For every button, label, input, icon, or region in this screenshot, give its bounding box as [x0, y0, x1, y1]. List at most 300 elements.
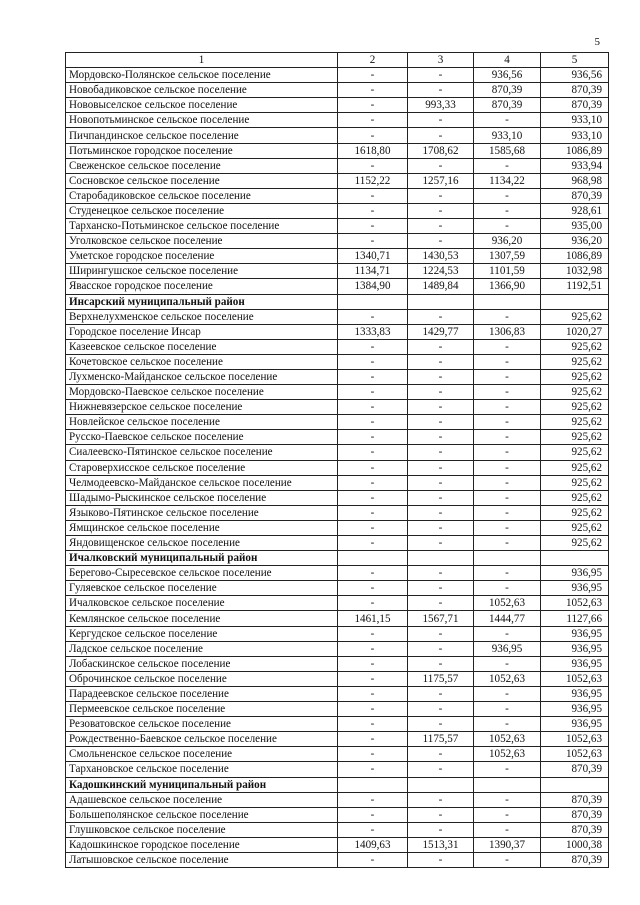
value-col3: - [408, 460, 474, 475]
settlement-name: Городское поселение Инсар [66, 324, 338, 339]
value-col4: - [474, 762, 541, 777]
table-row [66, 98, 609, 113]
settlement-name: Тарханско-Потьминское сельское поселение [66, 219, 338, 234]
value-col5: 870,39 [541, 188, 609, 203]
value-col3: - [408, 445, 474, 460]
settlement-name: Кочетовское сельское поселение [66, 354, 338, 369]
empty-cell [408, 551, 474, 566]
table-row [66, 611, 609, 626]
value-col4: 933,10 [474, 128, 541, 143]
value-col5: 1052,63 [541, 671, 609, 686]
value-col3: - [408, 309, 474, 324]
table-row [66, 747, 609, 762]
settlement-name: Адашевское сельское поселение [66, 792, 338, 807]
settlement-name: Тархановское сельское поселение [66, 762, 338, 777]
value-col4: - [474, 581, 541, 596]
value-col3: - [408, 369, 474, 384]
table-row [66, 385, 609, 400]
value-col3: 1708,62 [408, 143, 474, 158]
table-row [66, 173, 609, 188]
value-col3: 1257,16 [408, 173, 474, 188]
settlement-name: Уголковское сельское поселение [66, 234, 338, 249]
value-col3: - [408, 686, 474, 701]
value-col2: - [338, 762, 408, 777]
settlement-name: Ичалковское сельское поселение [66, 596, 338, 611]
empty-cell [541, 777, 609, 792]
empty-cell [474, 777, 541, 792]
value-col5: 1032,98 [541, 264, 609, 279]
settlement-name: Берегово-Сыресевское сельское поселение [66, 566, 338, 581]
value-col3: 993,33 [408, 98, 474, 113]
table-row [66, 536, 609, 551]
value-col4: - [474, 339, 541, 354]
value-col2: - [338, 128, 408, 143]
value-col2: - [338, 445, 408, 460]
value-col4: - [474, 203, 541, 218]
settlement-name: Старобадиковское сельское поселение [66, 188, 338, 203]
settlement-name: Парадеевское сельское поселение [66, 686, 338, 701]
value-col2: - [338, 234, 408, 249]
value-col2: 1618,80 [338, 143, 408, 158]
table-row [66, 792, 609, 807]
settlement-name: Потьминское городское поселение [66, 143, 338, 158]
value-col4: - [474, 460, 541, 475]
value-col4: 1052,63 [474, 732, 541, 747]
value-col2: - [338, 505, 408, 520]
value-col3: - [408, 792, 474, 807]
value-col4: - [474, 113, 541, 128]
table-row [66, 339, 609, 354]
table-row [66, 203, 609, 218]
settlement-name: Казеевское сельское поселение [66, 339, 338, 354]
table-row [66, 807, 609, 822]
value-col4: - [474, 566, 541, 581]
tariff-table [65, 52, 609, 868]
value-col4: - [474, 852, 541, 867]
table-row [66, 732, 609, 747]
value-col3: - [408, 83, 474, 98]
value-col3: - [408, 581, 474, 596]
value-col2: 1340,71 [338, 249, 408, 264]
value-col3: - [408, 747, 474, 762]
settlement-name: Оброчинское сельское поселение [66, 671, 338, 686]
table-row [66, 581, 609, 596]
value-col5: 1052,63 [541, 596, 609, 611]
value-col2: - [338, 536, 408, 551]
settlement-name: Гуляевское сельское поселение [66, 581, 338, 596]
value-col3: - [408, 717, 474, 732]
value-col5: 928,61 [541, 203, 609, 218]
value-col5: 925,62 [541, 520, 609, 535]
value-col3: - [408, 128, 474, 143]
value-col5: 870,39 [541, 822, 609, 837]
value-col3: - [408, 702, 474, 717]
table-row [66, 158, 609, 173]
header-cell: 1 [66, 53, 338, 68]
value-col3: - [408, 822, 474, 837]
table-row [66, 128, 609, 143]
header-row [66, 53, 609, 68]
value-col3: - [408, 596, 474, 611]
value-col2: - [338, 656, 408, 671]
value-col3: - [408, 219, 474, 234]
value-col3: 1430,53 [408, 249, 474, 264]
value-col2: - [338, 430, 408, 445]
value-col3: 1429,77 [408, 324, 474, 339]
value-col2: - [338, 309, 408, 324]
value-col4: - [474, 807, 541, 822]
value-col2: - [338, 822, 408, 837]
value-col3: - [408, 475, 474, 490]
value-col3: - [408, 656, 474, 671]
value-col2: 1384,90 [338, 279, 408, 294]
settlement-name: Большеполянское сельское поселение [66, 807, 338, 822]
header-cell: 5 [541, 53, 609, 68]
district-row [66, 294, 609, 309]
settlement-name: Языково-Пятинское сельское поселение [66, 505, 338, 520]
value-col3: 1567,71 [408, 611, 474, 626]
value-col5: 936,95 [541, 656, 609, 671]
table-row [66, 641, 609, 656]
table-row [66, 219, 609, 234]
table-row [66, 822, 609, 837]
value-col4: 870,39 [474, 83, 541, 98]
district-row [66, 551, 609, 566]
value-col2: 1333,83 [338, 324, 408, 339]
value-col3: - [408, 68, 474, 83]
value-col2: - [338, 188, 408, 203]
value-col4: - [474, 309, 541, 324]
settlement-name: Кемлянское сельское поселение [66, 611, 338, 626]
value-col2: - [338, 717, 408, 732]
value-col4: 936,20 [474, 234, 541, 249]
value-col3: - [408, 400, 474, 415]
settlement-name: Яндовищенское сельское поселение [66, 536, 338, 551]
table-row [66, 626, 609, 641]
settlement-name: Верхнелухменское сельское поселение [66, 309, 338, 324]
value-col5: 936,95 [541, 702, 609, 717]
value-col5: 936,95 [541, 641, 609, 656]
value-col3: 1175,57 [408, 671, 474, 686]
value-col3: - [408, 762, 474, 777]
value-col5: 1192,51 [541, 279, 609, 294]
value-col4: - [474, 219, 541, 234]
value-col2: - [338, 68, 408, 83]
empty-cell [338, 294, 408, 309]
value-col2: - [338, 671, 408, 686]
value-col4: 1134,22 [474, 173, 541, 188]
value-col3: - [408, 113, 474, 128]
value-col4: - [474, 400, 541, 415]
empty-cell [338, 777, 408, 792]
value-col4: - [474, 536, 541, 551]
value-col4: 1052,63 [474, 596, 541, 611]
value-col5: 925,62 [541, 430, 609, 445]
settlement-name: Кадошкинское городское поселение [66, 837, 338, 852]
value-col2: - [338, 203, 408, 218]
settlement-name: Сосновское сельское поселение [66, 173, 338, 188]
value-col5: 933,10 [541, 113, 609, 128]
table-row [66, 852, 609, 867]
settlement-name: Новопотьминское сельское поселение [66, 113, 338, 128]
settlement-name: Шадымо-Рыскинское сельское поселение [66, 490, 338, 505]
value-col5: 925,62 [541, 415, 609, 430]
value-col5: 1052,63 [541, 732, 609, 747]
value-col4: - [474, 415, 541, 430]
table-row [66, 566, 609, 581]
table-row [66, 490, 609, 505]
value-col3: 1513,31 [408, 837, 474, 852]
settlement-name: Резоватовское сельское поселение [66, 717, 338, 732]
value-col3: - [408, 415, 474, 430]
value-col2: - [338, 807, 408, 822]
value-col3: - [408, 339, 474, 354]
table-row [66, 415, 609, 430]
value-col4: 936,56 [474, 68, 541, 83]
value-col2: - [338, 520, 408, 535]
value-col4: - [474, 702, 541, 717]
value-col2: - [338, 354, 408, 369]
value-col2: - [338, 566, 408, 581]
value-col3: - [408, 490, 474, 505]
value-col5: 870,39 [541, 83, 609, 98]
value-col4: - [474, 656, 541, 671]
header-cell: 4 [474, 53, 541, 68]
value-col5: 936,56 [541, 68, 609, 83]
value-col4: 1444,77 [474, 611, 541, 626]
value-col5: 870,39 [541, 762, 609, 777]
value-col5: 870,39 [541, 792, 609, 807]
value-col5: 1086,89 [541, 143, 609, 158]
settlement-name: Свеженское сельское поселение [66, 158, 338, 173]
value-col4: 936,95 [474, 641, 541, 656]
value-col4: - [474, 490, 541, 505]
value-col5: 925,62 [541, 490, 609, 505]
value-col2: - [338, 219, 408, 234]
value-col2: - [338, 475, 408, 490]
value-col2: - [338, 641, 408, 656]
value-col5: 968,98 [541, 173, 609, 188]
value-col4: - [474, 188, 541, 203]
value-col2: 1152,22 [338, 173, 408, 188]
value-col5: 1052,63 [541, 747, 609, 762]
empty-cell [338, 551, 408, 566]
table-row [66, 264, 609, 279]
settlement-name: Пичпандинское сельское поселение [66, 128, 338, 143]
value-col2: - [338, 339, 408, 354]
table-row [66, 505, 609, 520]
value-col4: 1585,68 [474, 143, 541, 158]
value-col4: - [474, 626, 541, 641]
value-col3: - [408, 566, 474, 581]
value-col3: 1224,53 [408, 264, 474, 279]
value-col5: 925,62 [541, 400, 609, 415]
value-col5: 870,39 [541, 98, 609, 113]
district-row [66, 777, 609, 792]
table-row [66, 234, 609, 249]
value-col2: - [338, 113, 408, 128]
table-row [66, 475, 609, 490]
settlement-name: Уметское городское поселение [66, 249, 338, 264]
value-col3: - [408, 234, 474, 249]
value-col2: - [338, 460, 408, 475]
settlement-name: Глушковское сельское поселение [66, 822, 338, 837]
table-row [66, 400, 609, 415]
value-col5: 925,62 [541, 385, 609, 400]
value-col5: 870,39 [541, 852, 609, 867]
settlement-name: Пермеевское сельское поселение [66, 702, 338, 717]
table-row [66, 324, 609, 339]
value-col2: - [338, 385, 408, 400]
value-col5: 925,62 [541, 505, 609, 520]
value-col5: 933,10 [541, 128, 609, 143]
value-col4: - [474, 430, 541, 445]
table-row [66, 717, 609, 732]
value-col4: 870,39 [474, 98, 541, 113]
value-col3: 1489,84 [408, 279, 474, 294]
value-col3: - [408, 354, 474, 369]
value-col2: - [338, 596, 408, 611]
page-number: 5 [594, 36, 600, 48]
table-row [66, 113, 609, 128]
table-row [66, 369, 609, 384]
value-col4: - [474, 792, 541, 807]
value-col3: 1175,57 [408, 732, 474, 747]
settlement-name: Мордовско-Паевское сельское поселение [66, 385, 338, 400]
settlement-name: Нижневязерское сельское поселение [66, 400, 338, 415]
table-row [66, 279, 609, 294]
value-col2: - [338, 686, 408, 701]
value-col4: 1390,37 [474, 837, 541, 852]
table-row [66, 520, 609, 535]
value-col5: 936,95 [541, 686, 609, 701]
value-col3: - [408, 641, 474, 656]
district-name: Ичалковский муниципальный район [66, 551, 338, 566]
header-cell: 3 [408, 53, 474, 68]
value-col4: - [474, 385, 541, 400]
value-col4: 1052,63 [474, 747, 541, 762]
empty-cell [541, 551, 609, 566]
table-row [66, 68, 609, 83]
value-col5: 925,62 [541, 475, 609, 490]
value-col3: - [408, 852, 474, 867]
value-col2: - [338, 158, 408, 173]
value-col3: - [408, 536, 474, 551]
settlement-name: Латышовское сельское поселение [66, 852, 338, 867]
empty-cell [408, 777, 474, 792]
value-col2: - [338, 83, 408, 98]
value-col5: 925,62 [541, 445, 609, 460]
empty-cell [474, 551, 541, 566]
table-row [66, 762, 609, 777]
value-col2: - [338, 98, 408, 113]
settlement-name: Лухменско-Майданское сельское поселение [66, 369, 338, 384]
value-col5: 925,62 [541, 536, 609, 551]
value-col2: - [338, 400, 408, 415]
table-row [66, 596, 609, 611]
value-col5: 925,62 [541, 354, 609, 369]
value-col2: - [338, 369, 408, 384]
value-col2: - [338, 732, 408, 747]
table-row [66, 445, 609, 460]
table-row [66, 354, 609, 369]
table-row [66, 656, 609, 671]
value-col2: - [338, 747, 408, 762]
value-col4: - [474, 445, 541, 460]
value-col2: - [338, 626, 408, 641]
value-col5: 1086,89 [541, 249, 609, 264]
settlement-name: Кергудское сельское поселение [66, 626, 338, 641]
value-col4: - [474, 822, 541, 837]
value-col4: - [474, 505, 541, 520]
table-row [66, 83, 609, 98]
settlement-name: Рождественно-Баевское сельское поселение [66, 732, 338, 747]
district-name: Кадошкинский муниципальный район [66, 777, 338, 792]
table-row [66, 702, 609, 717]
value-col2: 1134,71 [338, 264, 408, 279]
table-row [66, 143, 609, 158]
settlement-name: Ладское сельское поселение [66, 641, 338, 656]
settlement-name: Явасское городское поселение [66, 279, 338, 294]
table-row [66, 686, 609, 701]
value-col2: 1461,15 [338, 611, 408, 626]
value-col4: 1366,90 [474, 279, 541, 294]
value-col5: 925,62 [541, 460, 609, 475]
value-col2: 1409,63 [338, 837, 408, 852]
value-col3: - [408, 430, 474, 445]
value-col4: - [474, 717, 541, 732]
value-col5: 1020,27 [541, 324, 609, 339]
settlement-name: Русско-Паевское сельское поселение [66, 430, 338, 445]
value-col3: - [408, 807, 474, 822]
value-col5: 936,20 [541, 234, 609, 249]
value-col4: 1101,59 [474, 264, 541, 279]
empty-cell [474, 294, 541, 309]
district-name: Инсарский муниципальный район [66, 294, 338, 309]
value-col3: - [408, 505, 474, 520]
value-col4: - [474, 354, 541, 369]
value-col5: 925,62 [541, 309, 609, 324]
value-col4: - [474, 520, 541, 535]
value-col5: 936,95 [541, 566, 609, 581]
value-col5: 1000,38 [541, 837, 609, 852]
value-col5: 935,00 [541, 219, 609, 234]
value-col5: 925,62 [541, 339, 609, 354]
settlement-name: Староверхисское сельское поселение [66, 460, 338, 475]
value-col5: 925,62 [541, 369, 609, 384]
value-col5: 936,95 [541, 581, 609, 596]
settlement-name: Сиалеевско-Пятинское сельское поселение [66, 445, 338, 460]
settlement-name: Ширингушское сельское поселение [66, 264, 338, 279]
table-row [66, 837, 609, 852]
value-col5: 936,95 [541, 717, 609, 732]
table-row [66, 430, 609, 445]
table-row [66, 460, 609, 475]
settlement-name: Мордовско-Полянское сельское поселение [66, 68, 338, 83]
value-col3: - [408, 203, 474, 218]
value-col2: - [338, 581, 408, 596]
value-col4: - [474, 158, 541, 173]
settlement-name: Челмодеевско-Майданское сельское поселение [66, 475, 338, 490]
value-col2: - [338, 852, 408, 867]
settlement-name: Новлейское сельское поселение [66, 415, 338, 430]
value-col5: 1127,66 [541, 611, 609, 626]
value-col4: 1306,83 [474, 324, 541, 339]
value-col3: - [408, 520, 474, 535]
table-row [66, 188, 609, 203]
empty-cell [408, 294, 474, 309]
table-row [66, 249, 609, 264]
